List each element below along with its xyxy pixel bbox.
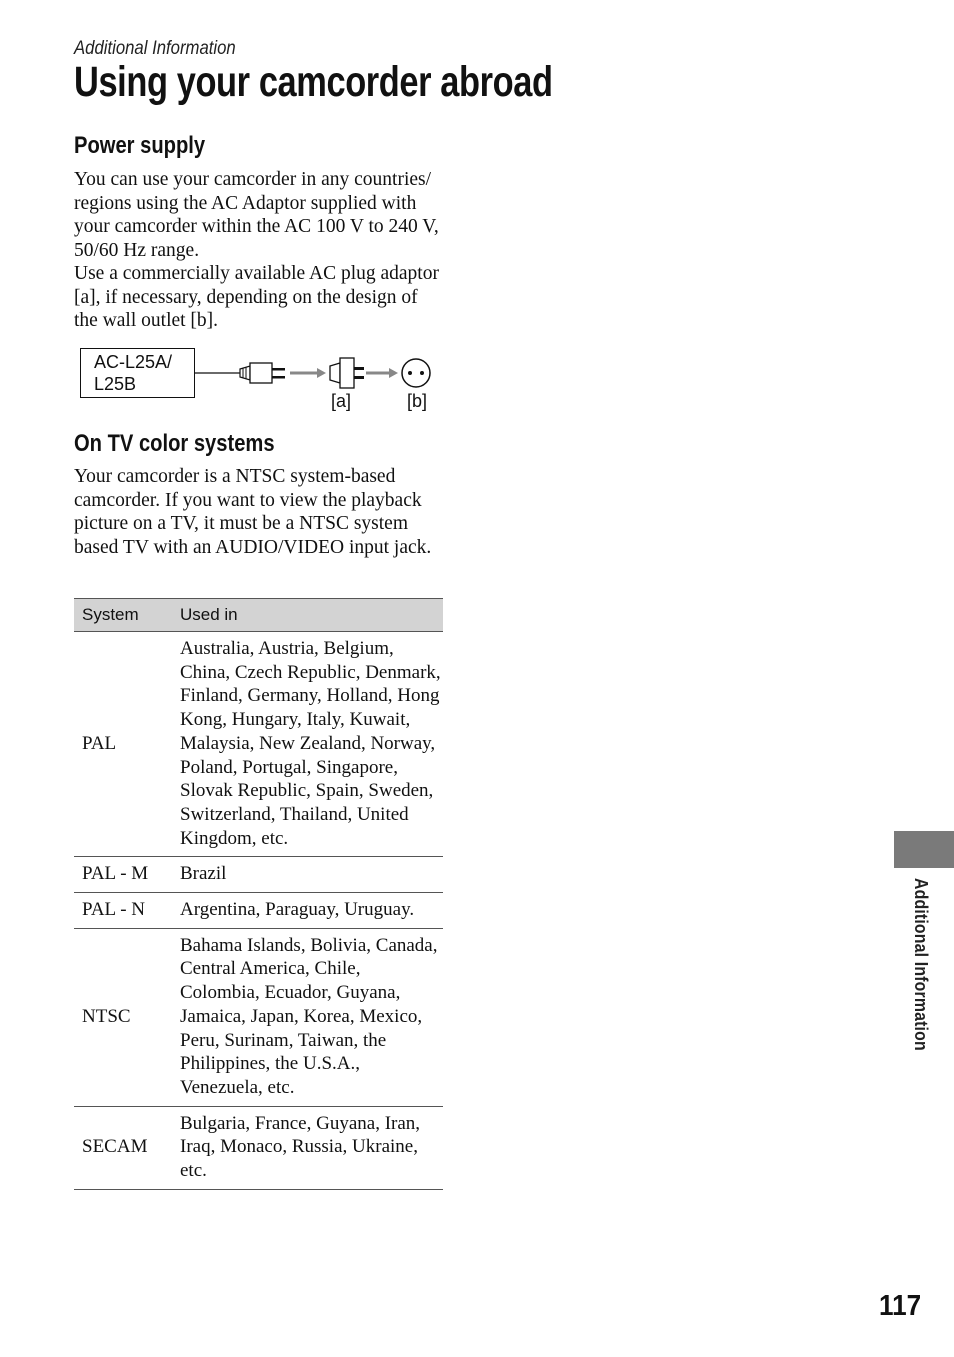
used-in-cell: Brazil [173, 857, 443, 893]
system-cell: PAL - N [74, 893, 173, 929]
table-row [74, 893, 443, 929]
table-header-row [74, 599, 443, 632]
tv-systems-heading: On TV color systems [74, 430, 275, 457]
tv-systems-paragraph: Your camcorder is a NTSC system-based camcorder. If you want to view the playback picture on a TV, it must be a NTSC system based TV with an AUDIO/VIDEO input jack. [74, 466, 432, 558]
table-row [74, 857, 443, 893]
section-label: Additional Information [74, 38, 236, 59]
arrow-right-icon [366, 368, 398, 378]
wall-outlet-icon [402, 359, 430, 387]
table-row [74, 632, 443, 857]
used-in-cell: Argentina, Paraguay, Uruguay. [173, 893, 443, 929]
column-header-system: System [74, 599, 173, 632]
power-supply-heading: Power supply [74, 132, 206, 159]
page-title: Using your camcorder abroad [74, 58, 553, 106]
adaptor-model-line-2: L25B [94, 374, 137, 394]
label-b: [b] [407, 391, 428, 411]
power-adaptor-diagram [74, 344, 446, 416]
side-tab-label: Additional Information [911, 878, 931, 1051]
table-row [74, 928, 443, 1106]
column-header-used-in: Used in [173, 599, 443, 632]
table-row [74, 1106, 443, 1189]
ac-cord-plug-icon [240, 363, 285, 383]
tv-systems-table [74, 598, 443, 1190]
plug-adaptor-icon [330, 358, 364, 388]
diagram-graphics [74, 344, 446, 416]
used-in-cell: Australia, Austria, Belgium, China, Czech Republic, Denmark, Finland, Germany, Holland, Hong Kong, Hungary, Italy, Kuwait, Malaysia, New Zealand, Norway, Poland, Portugal, Singapore, Slovak Republic, Spain, Sweden, Switzerland, Thailand, United Kingdom, etc. [173, 632, 443, 857]
system-cell: SECAM [74, 1106, 173, 1189]
page-number: 117 [879, 1290, 922, 1322]
label-a: [a] [331, 391, 352, 411]
power-supply-paragraph-2: Use a commercially available AC plug adaptor [a], if necessary, depending on the design of the wall outlet [b]. [74, 263, 439, 332]
side-tab-marker [894, 831, 954, 868]
power-supply-paragraph-1: You can use your camcorder in any countries/ regions using the AC Adaptor supplied with your camcorder within the AC 100 V to 240 V, 50/60 Hz range. [74, 169, 439, 261]
system-cell: PAL - M [74, 857, 173, 893]
used-in-cell: Bulgaria, France, Guyana, Iran, Iraq, Monaco, Russia, Ukraine, etc. [173, 1106, 443, 1189]
system-cell: PAL [74, 632, 173, 857]
arrow-right-icon [290, 368, 326, 378]
adaptor-model-line-1: AC-L25A/ [94, 352, 173, 372]
used-in-cell: Bahama Islands, Bolivia, Canada, Central America, Chile, Colombia, Ecuador, Guyana, Jamaica, Japan, Korea, Mexico, Peru, Surinam, Taiwan, the Philippines, the U.S.A., Venezuela, etc. [173, 928, 443, 1106]
system-cell: NTSC [74, 928, 173, 1106]
